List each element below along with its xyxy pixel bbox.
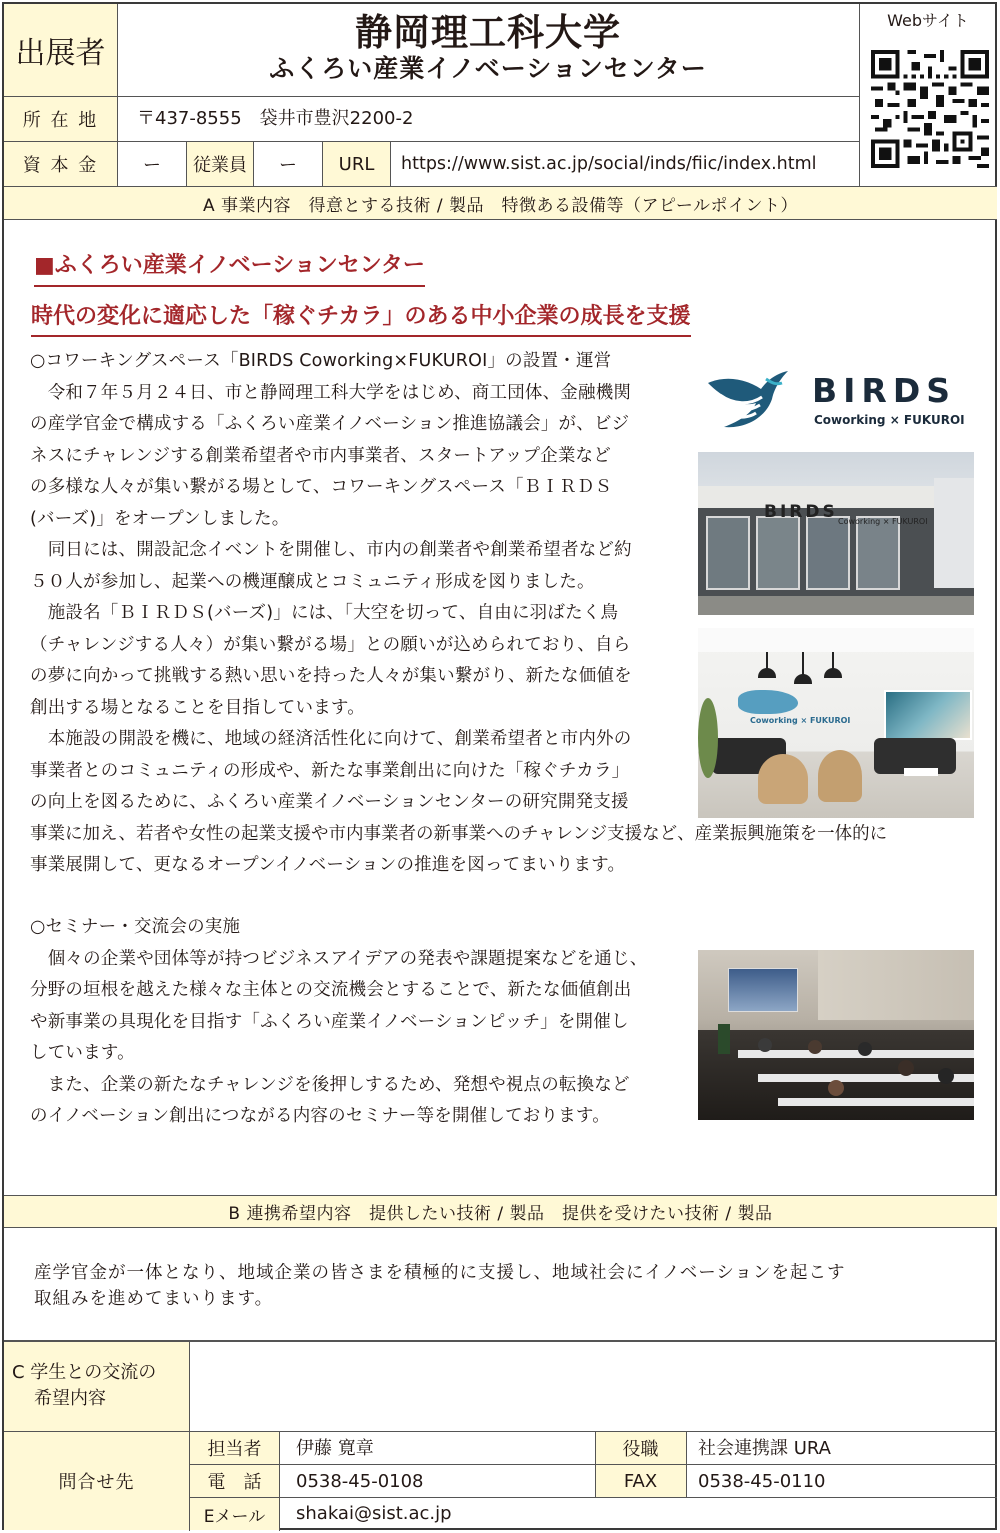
body-line: 令和７年５月２４日、市と静岡理工科大学をはじめ、商工団体、金融機関 [30,382,632,403]
contact-label-cell [4,1432,189,1530]
website-label: Webサイト [887,11,969,30]
body-line: 事業者とのコミュニティの形成や、新たな事業創出に向けた「稼ぐチカラ」 [30,760,630,781]
body-line: 本施設の開設を機に、地域の経済活性化に向けて、創業希望者と市内外の [30,729,632,749]
body-line: の多様な人々が集い繋がる場として、コワーキングスペース「ＢＩＲＤＳ [30,477,613,497]
body-line: 創出する場となることを目指しています。 [30,697,365,718]
role-value: 社会連携課 URA [698,1438,831,1459]
fax-value: 0538-45-0110 [698,1471,826,1492]
body-line: の夢に向かって挑戦する熱い思いを持った人々が集い繋がり、新たな価値を [30,666,632,686]
org-title-block [117,4,859,96]
role-label: 役職 [622,1439,659,1460]
body-line: の向上を図るために、ふくろい産業イノベーションセンターの研究開発支援 [30,792,629,812]
exhibitor-label-cell [4,4,117,96]
section-b-title: B 連携希望内容 提供したい技術 / 製品 提供を受けたい技術 / 製品 [228,1204,773,1224]
section-b-header [4,1196,997,1227]
body-line: ネスにチャレンジする創業希望者や市内事業者、スタートアップ企業など [30,445,611,466]
body-line: 事業に加え、若者や女性の起業支援や市内事業者の新事業へのチャレンジ支援など、産業振興施策を一体的に [30,823,888,844]
url-label-cell [323,142,390,186]
body-line: （チャレンジする人々）が集い繋がる場」との願いが込められており、自ら [30,634,631,655]
body-line: 施設名「ＢＩＲＤＳ(バーズ)」には、「大空を切って、自由に羽ばたく鳥 [30,603,619,623]
employees-label: 従業員 [193,155,247,176]
seminar-photo [698,950,974,1120]
contact-label: 問合せ先 [58,1472,135,1493]
body-line: 分野の垣根を越えた様々な主体との交流機会とすることで、新たな価値創出 [30,980,632,1000]
body-line: 同日には、開設記念イベントを開催し、市内の創業者や創業希望者など約 [30,540,632,560]
interior-wall-text: Coworking × FUKUROI [750,716,851,725]
birds-logo-word: BIRDS [812,371,957,410]
phone-label: 電 話 [207,1472,262,1493]
body-line: ○コワーキングスペース「BIRDS Coworking×FUKUROI」の設置・運営 [30,351,612,371]
bird-logo-icon [706,365,788,435]
section-c-label-line2: 希望内容 [34,1388,106,1409]
url-link[interactable]: https://www.sist.ac.jp/social/inds/fiic/index.html [401,154,817,174]
capital-label: 資 本 金 [22,155,99,176]
body-line: ○セミナー・交流会の実施 [30,917,241,937]
email-link[interactable]: shakai@sist.ac.jp [296,1503,452,1524]
person-value: 伊藤 寛章 [296,1438,374,1459]
section-b-line: 産学官金が一体となり、地域企業の皆さまを積極的に支援し、地域社会にイノベーションを起こす [34,1263,846,1283]
exhibitor-label: 出展者 [15,36,106,71]
section-c-label-line1: C 学生との交流の [12,1362,157,1383]
fax-label: FAX [623,1470,658,1492]
body-line: ５０人が参加し、起業への機運醸成とコミュニティ形成を図りました。 [30,571,595,592]
body-line: や新事業の具現化を目指す「ふくろい産業イノベーションピッチ」を開催し [30,1011,629,1032]
exhibitor-sheet [2,2,997,1530]
section-a-header [4,187,997,219]
employees-label-cell [187,142,253,186]
qr-code-icon[interactable] [871,50,989,168]
person-label: 担当者 [207,1439,262,1460]
section-b-line: 取組みを進めてまいります。 [34,1289,274,1309]
section-c-label [4,1342,189,1431]
employees-value: ー [279,155,297,176]
address-label: 所 在 地 [22,110,99,131]
org-subname: ふくろい産業イノベーションセンター [269,54,707,83]
birds-logo-sub: Coworking × FUKUROI [814,413,965,427]
org-name: 静岡理工科大学 [355,11,621,54]
building-photo [698,452,974,615]
body-line: 事業展開して、更なるオープンイノベーションの推進を図ってまいります。 [30,855,626,875]
phone-value: 0538-45-0108 [296,1471,424,1492]
url-label: URL [338,153,375,175]
body-line: (バーズ)」をオープンしました。 [30,508,290,529]
body-line: のイノベーション創出につながる内容のセミナー等を開催しております。 [30,1106,610,1126]
section-b-body [34,1260,846,1312]
birds-logo [700,357,975,442]
interior-photo [698,628,974,818]
website-block [859,4,997,187]
body-line: しています。 [30,1043,135,1063]
capital-value: ー [143,155,161,176]
body-line: また、企業の新たなチャレンジを後押しするため、発想や視点の転換など [30,1074,630,1095]
email-label: Eメール [203,1506,266,1527]
address-label-cell [4,97,117,141]
section-a-title: A 事業内容 得意とする技術 / 製品 特徴ある設備等（アピールポイント） [202,195,799,216]
section-a-body-seminar [30,912,730,1133]
address-value: 〒437-8555 袋井市豊沢2200-2 [137,108,414,129]
capital-label-cell [4,142,117,186]
building-sign-text: BIRDS [764,502,838,522]
section-a-heading: ■ふくろい産業イノベーションセンター [34,251,425,287]
building-sign-sub: Coworking × FUKUROI [838,517,928,526]
body-line: の産学官金で構成する「ふくろい産業イノベーション推進協議会」が、ビジ [30,414,630,434]
section-a-subheading: 時代の変化に適応した「稼ぐチカラ」のある中小企業の成長を支援 [31,302,691,337]
body-line: 個々の企業や団体等が持つビジネスアイデアの発表や課題提案などを通じ、 [30,948,648,969]
